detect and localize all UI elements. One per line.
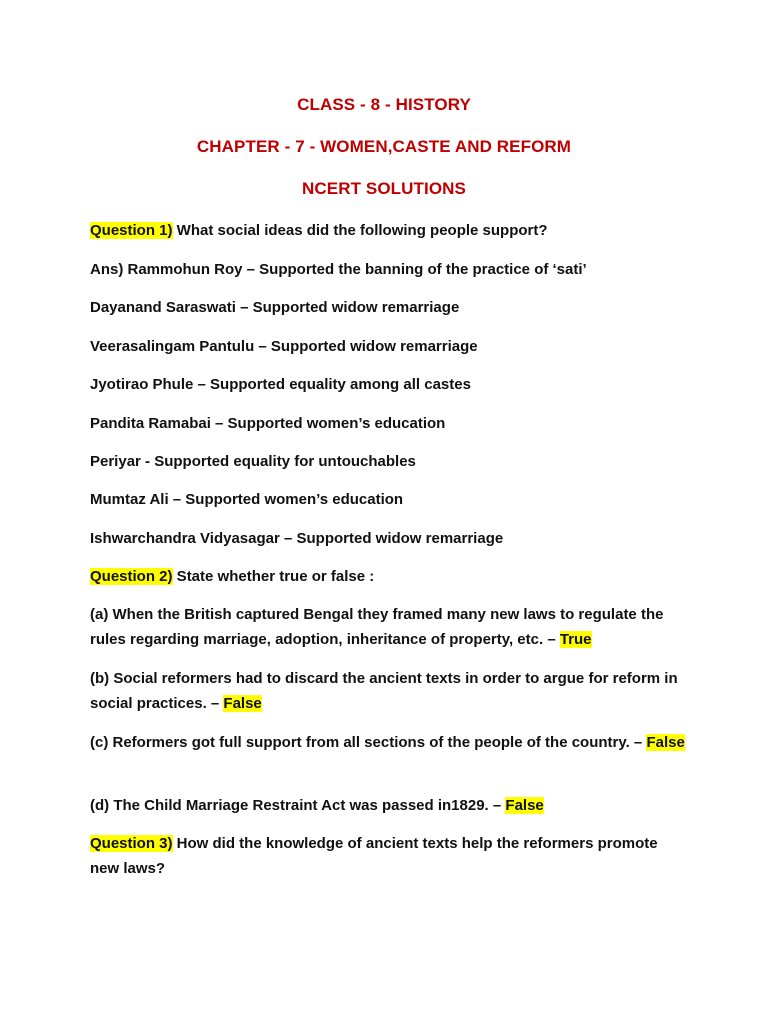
- question-3-label: Question 3): [90, 835, 173, 852]
- question-2-label: Question 2): [90, 568, 173, 585]
- answer-line: Veerasalingam Pantulu – Supported widow remarriage: [90, 338, 478, 355]
- chapter-title: CHAPTER - 7 - WOMEN,CASTE AND REFORM: [196, 137, 572, 156]
- answer-line: Periyar - Supported equality for untouchables: [90, 453, 416, 470]
- answer-badge: False: [646, 734, 685, 751]
- question-1: [90, 218, 690, 243]
- answer-line: Ans) Rammohun Roy – Supported the banning of the practice of ‘sati’: [90, 261, 587, 278]
- statement-text: (c) Reformers got full support from all sections of the people of the country. –: [90, 734, 647, 751]
- question-1-label: Question 1): [90, 222, 173, 239]
- class-title: CLASS - 8 - HISTORY: [297, 95, 471, 114]
- statement-d: [90, 793, 690, 818]
- statement-text: (b) Social reformers had to discard the ancient texts in order to argue for reform in social practices. –: [90, 670, 678, 712]
- question-1-text: What social ideas did the following people support?: [172, 222, 548, 239]
- answer-line: Ishwarchandra Vidyasagar – Supported widow remarriage: [90, 530, 504, 547]
- solutions-title: NCERT SOLUTIONS: [302, 179, 466, 198]
- answer-badge: False: [505, 797, 544, 814]
- statement-c: [90, 730, 690, 755]
- answer-line: Jyotirao Phule – Supported equality among all castes: [90, 376, 471, 393]
- statement-a: [90, 602, 690, 652]
- statement-text: (d) The Child Marriage Restraint Act was passed in1829. –: [90, 797, 506, 814]
- question-3: [90, 831, 690, 881]
- answer-line: Dayanand Saraswati – Supported widow remarriage: [90, 299, 460, 316]
- answer-line: Pandita Ramabai – Supported women’s education: [90, 415, 446, 432]
- statement-b: [90, 666, 690, 716]
- question-3-text: How did the knowledge of ancient texts help the reformers promote new laws?: [90, 835, 658, 877]
- answer-badge: True: [559, 631, 592, 648]
- question-2: [90, 564, 690, 589]
- answer-badge: False: [223, 695, 262, 712]
- answer-line: Mumtaz Ali – Supported women’s education: [90, 491, 404, 508]
- statement-text: (a) When the British captured Bengal they framed many new laws to regulate the rules regarding marriage, adoption, inheritance of property, etc. –: [90, 606, 664, 648]
- question-2-text: State whether true or false :: [172, 568, 375, 585]
